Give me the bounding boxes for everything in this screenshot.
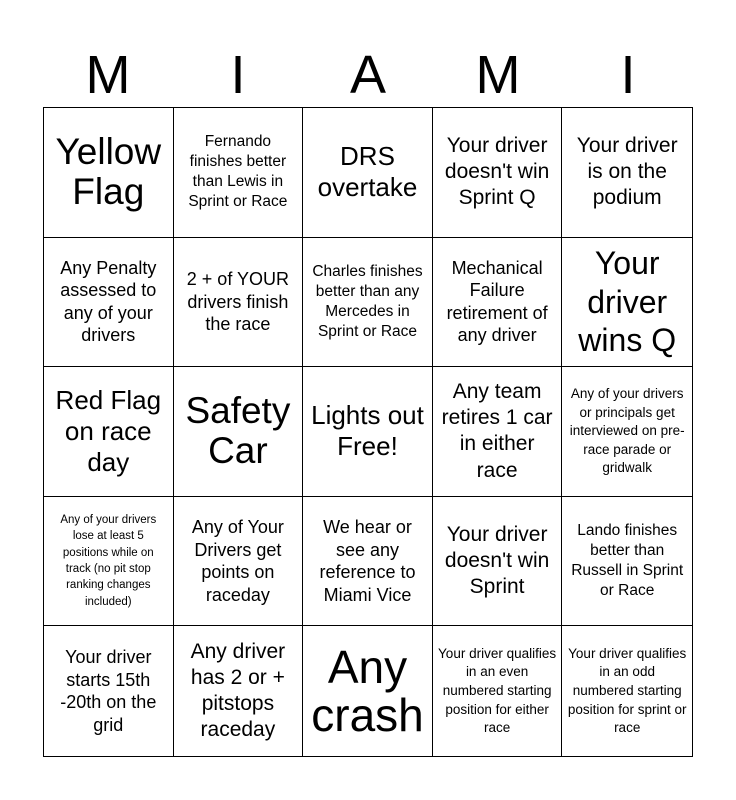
cell-text: We hear or see any reference to Miami Vice <box>319 517 416 605</box>
bingo-cell[interactable] <box>303 626 433 756</box>
bingo-cell[interactable] <box>44 238 174 368</box>
bingo-cell[interactable] <box>303 108 433 238</box>
bingo-free-cell[interactable] <box>303 367 433 497</box>
bingo-cell[interactable] <box>433 497 563 627</box>
cell-text: Any Penalty assessed to any of your drivers <box>60 257 157 346</box>
bingo-board <box>43 107 693 757</box>
header-letter-4: M <box>475 45 521 105</box>
bingo-cell[interactable] <box>562 626 692 756</box>
bingo-cell[interactable] <box>174 108 304 238</box>
cell-text: Mechanical Failure retirement of any driver <box>446 257 548 346</box>
bingo-cell[interactable] <box>433 238 563 368</box>
cell-text: Any of your drivers lose at least 5 positions while on track (no pit stop ranking changes included) <box>60 514 157 608</box>
cell-text: Any crash <box>311 640 424 742</box>
cell-text: Any of Your Drivers get points on raceday <box>191 517 284 605</box>
cell-text: Any of your drivers or principals get interviewed on pre-race parade or gridwalk <box>569 385 685 476</box>
header-letter-3: A <box>349 45 387 105</box>
bingo-header <box>43 42 693 108</box>
cell-text: Lights out Free! <box>311 400 424 462</box>
cell-text: Yellow Flag <box>55 130 162 213</box>
bingo-cell[interactable] <box>303 238 433 368</box>
cell-text: Fernando finishes better than Lewis in Sprint or Race <box>188 133 288 211</box>
bingo-cell[interactable] <box>174 238 304 368</box>
cell-text: Your driver qualifies in an even numbered starting position for either race <box>438 645 557 736</box>
cell-text: Your driver doesn't win Sprint <box>444 522 550 599</box>
bingo-cell[interactable] <box>562 367 692 497</box>
cell-text: Safety Car <box>185 389 291 472</box>
cell-text: Any driver has 2 or + pitstops raceday <box>190 639 286 742</box>
header-letter-5: I <box>620 45 636 105</box>
bingo-cell[interactable] <box>433 626 563 756</box>
bingo-cell[interactable] <box>303 497 433 627</box>
bingo-cell[interactable] <box>174 626 304 756</box>
cell-text: Lando finishes better than Russell in Sprint or Race <box>571 521 684 600</box>
cell-text: Any team retires 1 car in either race <box>441 379 553 482</box>
cell-text: Your driver starts 15th -20th on the grid <box>60 647 157 735</box>
cell-text: Your driver doesn't win Sprint Q <box>444 133 550 210</box>
cell-text: Your driver qualifies in an odd numbered starting position for sprint or race <box>567 645 687 736</box>
bingo-cell[interactable] <box>44 108 174 238</box>
bingo-cell[interactable] <box>44 367 174 497</box>
bingo-cell[interactable] <box>44 497 174 627</box>
bingo-cell[interactable] <box>562 108 692 238</box>
bingo-cell[interactable] <box>174 497 304 627</box>
bingo-cell[interactable] <box>433 367 563 497</box>
cell-text: Your driver is on the podium <box>576 133 678 210</box>
header-letter-1: M <box>85 45 131 105</box>
cell-text: 2 + of YOUR drivers finish the race <box>186 269 289 335</box>
bingo-cell[interactable] <box>44 626 174 756</box>
bingo-cell[interactable] <box>174 367 304 497</box>
bingo-cell[interactable] <box>562 497 692 627</box>
bingo-cell[interactable] <box>562 238 692 368</box>
cell-text: Red Flag on race day <box>55 384 162 478</box>
bingo-cell[interactable] <box>433 108 563 238</box>
cell-text: Charles finishes better than any Mercedes in Sprint or Race <box>312 262 423 341</box>
cell-text: Your driver wins Q <box>578 245 677 359</box>
header-letter-2: I <box>230 45 246 105</box>
cell-text: DRS overtake <box>317 141 418 203</box>
